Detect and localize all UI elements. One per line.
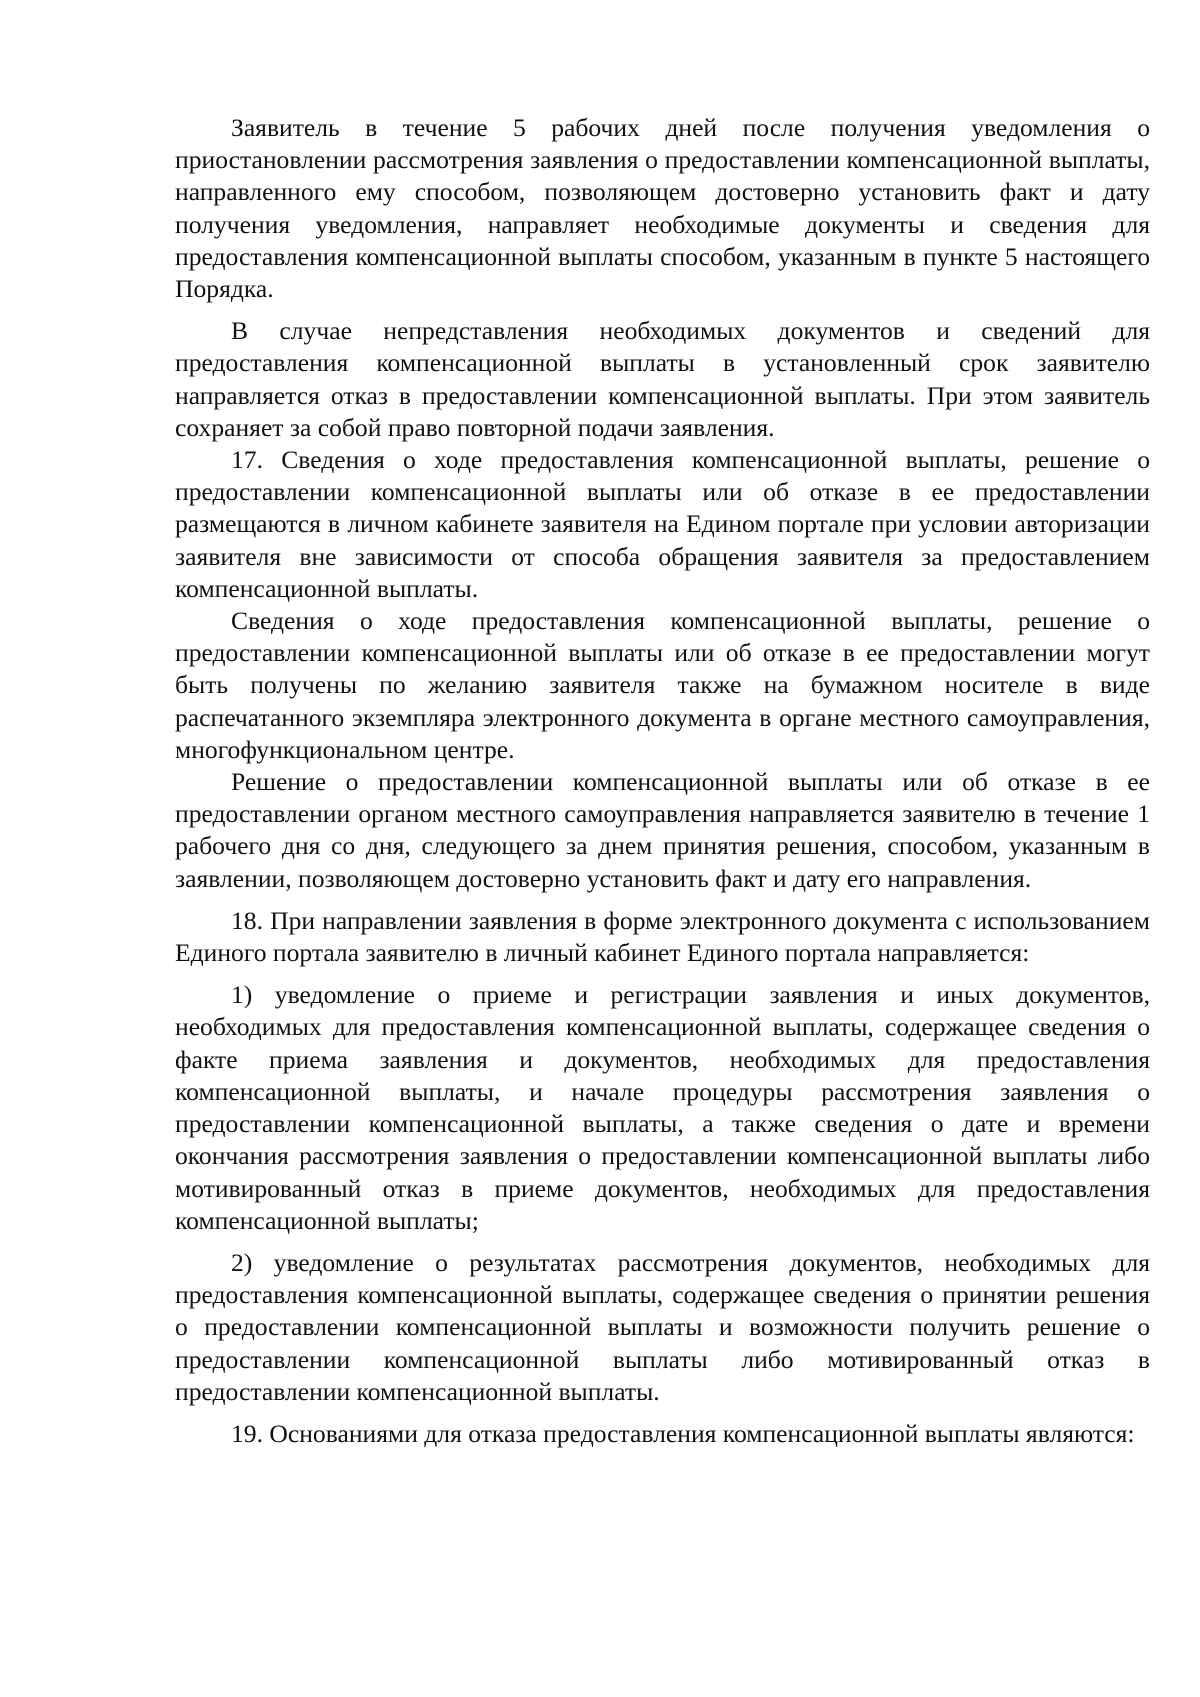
list-item-2-results-notice: 2) уведомление о результатах рассмотрения документов, необходимых для предоставления компенсационной выплаты, содержащее сведения о принятии решения о предоставлении компенсационной выплаты и возможности получить решение о предоставлении компенсационной выплаты либо мотивированный отказ в предоставлении компенсационной выплаты. bbox=[175, 1247, 1150, 1406]
list-item-1-receipt-notice: 1) уведомление о приеме и регистрации заявления и иных документов, необходимых для предоставления компенсационной выплаты, содержащее сведения о факте приема заявления и документов, необходимых для предоставления компенсационной выплаты, и начале процедуры рассмотрения заявления о предоставлении компенсационной выплаты, а также сведения о дате и времени окончания рассмотрения заявления о предоставлении компенсационной выплаты либо мотивированный отказ в приеме документов, необходимых для предоставления компенсационной выплаты; bbox=[175, 980, 1150, 1235]
paragraph-applicant-5-days: Заявитель в течение 5 рабочих дней после получения уведомления о приостановлении рассмотрения заявления о предоставлении компенсационной выплаты, направленного ему способом, позволяющем достоверно установить факт и дату получения уведомления, направляет необходимые документы и сведения для предоставления компенсационной выплаты способом, указанным в пункте 5 настоящего Порядка. bbox=[175, 113, 1150, 304]
paragraph-17-progress-info: 17. Сведения о ходе предоставления компенсационной выплаты, решение о предоставлении компенсационной выплаты или об отказе в ее предоставлении размещаются в личном кабинете заявителя на Едином портале при условии авторизации заявителя вне зависимости от способа обращения заявителя за предоставлением компенсационной выплаты. bbox=[175, 445, 1150, 603]
paragraph-decision-notification: Решение о предоставлении компенсационной выплаты или об отказе в ее предоставлении органом местного самоуправления направляется заявителю в течение 1 рабочего дня со дня, следующего за днем принятия решения, способом, указанным в заявлении, позволяющем достоверно установить факт и дату его направления. bbox=[175, 767, 1150, 893]
paragraph-paper-copy: Сведения о ходе предоставления компенсационной выплаты, решение о предоставлении компенсационной выплаты или об отказе в ее предоставлении могут быть получены по желанию заявителя также на бумажном носителе в виде распечатанного экземпляра электронного документа в органе местного самоуправления, многофункциональном центре. bbox=[175, 606, 1150, 764]
paragraph-18-electronic-submission: 18. При направлении заявления в форме электронного документа с использованием Единого портала заявителю в личный кабинет Единого портала направляется: bbox=[175, 905, 1150, 968]
document-body bbox=[175, 112, 1150, 1450]
paragraph-non-submission-refusal: В случае непредставления необходимых документов и сведений для предоставления компенсационной выплаты в установленный срок заявителю направляется отказ в предоставлении компенсационной выплаты. При этом заявитель сохраняет за собой право повторной подачи заявления. bbox=[175, 316, 1150, 442]
paragraph-19-refusal-grounds: 19. Основаниями для отказа предоставления компенсационной выплаты являются: bbox=[231, 1418, 1135, 1448]
